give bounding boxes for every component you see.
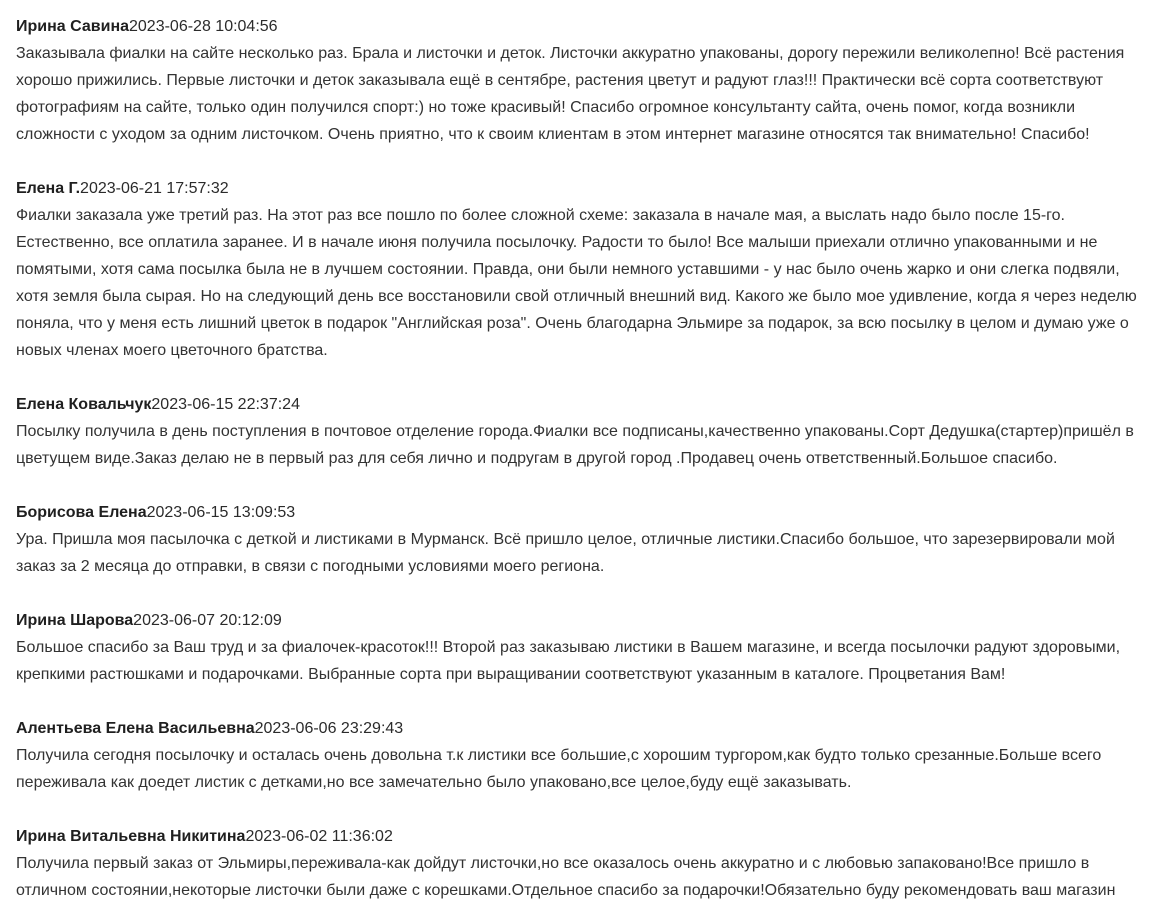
review-text: Заказывала фиалки на сайте несколько раз. Брала и листочки и деток. Листочки аккуратно упакованы, дорогу пережили великолепно! Всё растения хорошо прижились. Первые листочки и деток заказывала ещё в сентябре, растения цветут и радуют глаз!!! Практически всё сорта соответствуют фотографиям на сайте, только один получился спорт:) но тоже красивый! Спасибо огромное консультанту сайта, очень помог, когда возникли сложности с уходом за одним листочком. Очень приятно, что к своим клиентам в этом интернет магазине относятся так внимательно! Спасибо! xyxy=(16,45,1125,143)
review-item xyxy=(16,499,1152,580)
review-author: Ирина Шарова xyxy=(16,612,134,629)
review-date: 2023-06-15 13:09:53 xyxy=(146,504,296,521)
review-date: 2023-06-15 22:37:24 xyxy=(151,396,300,413)
review-date: 2023-06-07 20:12:09 xyxy=(133,612,282,629)
review-text: Большое спасибо за Ваш труд и за фиалочек-красоток!!! Второй раз заказываю листики в Вашем магазине, и всегда посылочки радуют здоровыми, крепкими растюшками и подарочками. Выбранные сорта при выращивании соответствуют указанным в каталоге. Процветания Вам! xyxy=(16,639,1121,683)
review-date: 2023-06-21 17:57:32 xyxy=(80,180,229,197)
review-date: 2023-06-06 23:29:43 xyxy=(254,720,404,737)
review-author: Борисова Елена xyxy=(16,504,147,521)
review-author: Алентьева Елена Васильевна xyxy=(16,720,255,737)
review-text: Получила первый заказ от Эльмиры,переживала-как дойдут листочки,но все оказалось очень аккуратно и с любовью запаковано!Все пришло в отличном состоянии,некоторые листочки были даже с корешками.Отдельное спасибо за подарочки!Обязательно буду рекомендовать ваш магазин xyxy=(16,855,1116,899)
review-author: Елена Г. xyxy=(16,180,81,197)
review-item xyxy=(16,607,1152,688)
review-header xyxy=(16,391,1152,418)
review-text: Получила сегодня посылочку и осталась очень довольна т.к листики все большие,с хорошим тургором,как будто только срезанные.Больше всего переживала как доедет листик с детками,но все замечательно было упаковано,все целое,буду ещё заказывать. xyxy=(16,747,1102,791)
review-item xyxy=(16,13,1152,148)
review-text: Ура. Пришла моя пасылочка с деткой и листиками в Мурманск. Всё пришло целое, отличные листики.Спасибо большое, что зарезервировали мой заказ за 2 месяца до отправки, в связи с погодными условиями моего региона. xyxy=(16,531,1115,575)
review-header xyxy=(16,607,1152,634)
review-author: Елена Ковальчук xyxy=(16,396,152,413)
review-date: 2023-06-28 10:04:56 xyxy=(129,18,278,35)
review-text: Фиалки заказала уже третий раз. На этот раз все пошло по более сложной схеме: заказала в начале мая, а выслать надо было после 15-го. Естественно, все оплатила заранее. И в начале июня получила посылочку. Радости то было! Все малыши приехали отлично упакованными и не помятыми, хотя сама посылка была не в лучшем состоянии. Правда, они были немного уставшими - у нас было очень жарко и они слегка подвяли, хотя земля была сырая. Но на следующий день все восстановили свой отличный внешний вид. Какого же было мое удивление, когда я через неделю поняла, что у меня есть лишний цветок в подарок "Английская роза". Очень благодарна Эльмире за подарок, за всю посылку в целом и думаю уже о новых членах моего цветочного братства. xyxy=(16,207,1137,359)
review-item xyxy=(16,391,1152,472)
review-item xyxy=(16,715,1152,796)
review-text: Посылку получила в день поступления в почтовое отделение города.Фиалки все подписаны,качественно упакованы.Сорт Дедушка(стартер)пришёл в цветущем виде.Заказ делаю не в первый раз для себя лично и подругам в другой город .Продавец очень ответственный.Большое спасибо. xyxy=(16,423,1134,467)
review-item xyxy=(16,175,1152,364)
review-header xyxy=(16,13,1152,40)
review-header xyxy=(16,499,1152,526)
review-author: Ирина Савина xyxy=(16,18,129,35)
review-header xyxy=(16,823,1152,850)
review-header xyxy=(16,715,1152,742)
review-author: Ирина Витальевна Никитина xyxy=(16,828,246,845)
review-item xyxy=(16,823,1152,904)
review-header xyxy=(16,175,1152,202)
review-date: 2023-06-02 11:36:02 xyxy=(245,828,393,845)
